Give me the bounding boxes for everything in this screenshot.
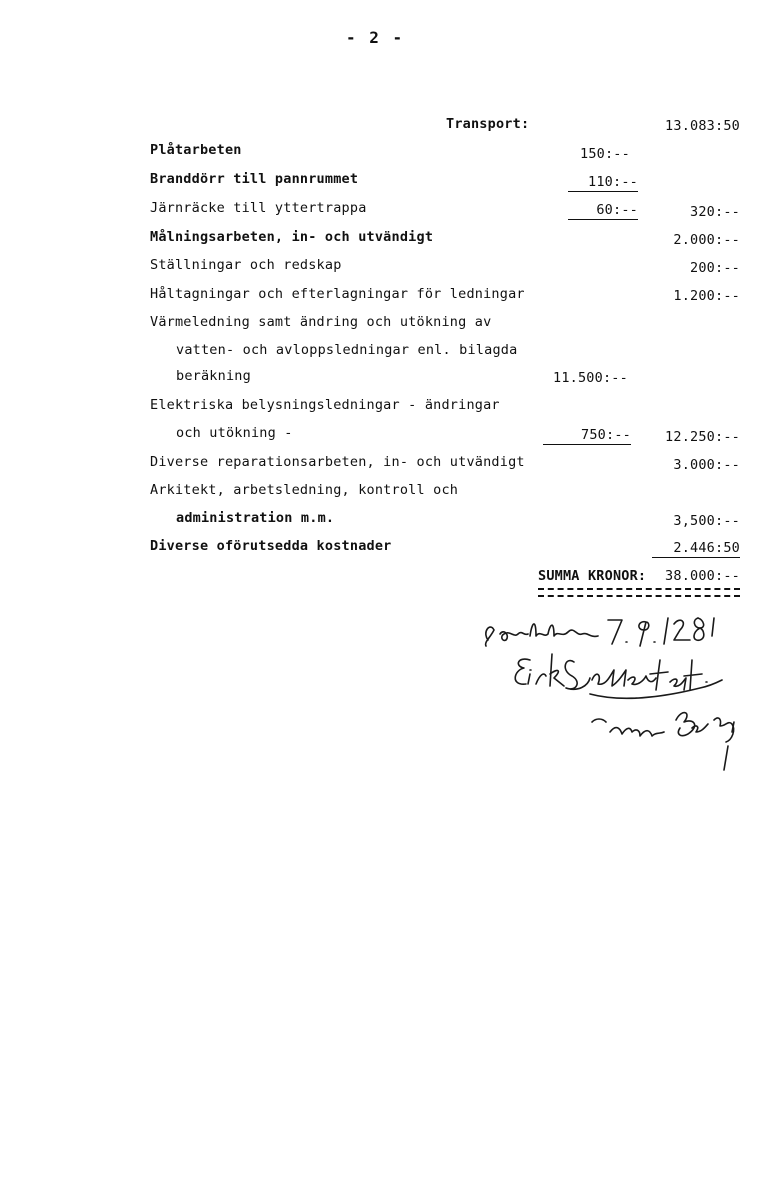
row-desc: Håltagningar och efterlagningar för ledningar	[150, 286, 525, 302]
row-desc: Elektriska belysningsledningar - ändringar	[150, 397, 500, 413]
row-sub: 110:--	[568, 174, 638, 192]
handwritten-signature	[470, 600, 759, 790]
row-desc: Målningsarbeten, in- och utvändigt	[150, 229, 434, 245]
row-sub: 150:--	[580, 146, 630, 162]
row-total: 320:--	[690, 204, 740, 220]
row-desc: Plåtarbeten	[150, 142, 242, 158]
double-underline	[538, 588, 740, 597]
row-total: 2.000:--	[673, 232, 740, 248]
row-desc: vatten- och avloppsledningar enl. bilagda	[176, 342, 518, 358]
page-number: - 2 -	[346, 28, 405, 47]
row-desc: och utökning -	[176, 425, 293, 441]
row-sub: 750:--	[543, 427, 631, 445]
row-total: 12.250:--	[665, 429, 740, 445]
row-total: 1.200:--	[673, 288, 740, 304]
row-desc: Branddörr till pannrummet	[150, 171, 359, 187]
summa-label: SUMMA KRONOR:	[538, 568, 647, 584]
transport-label: Transport:	[446, 116, 530, 132]
row-total: 3.000:--	[673, 457, 740, 473]
transport-amount: 13.083:50	[665, 118, 740, 134]
row-total: 2.446:50	[652, 540, 740, 558]
row-desc: beräkning	[176, 368, 251, 384]
row-desc: Diverse oförutsedda kostnader	[150, 538, 392, 554]
row-total: 3,500:--	[673, 513, 740, 529]
row-sub: 11.500:--	[553, 370, 628, 386]
summa-amount: 38.000:--	[665, 568, 740, 584]
row-desc: Värmeledning samt ändring och utökning av	[150, 314, 492, 330]
row-desc: Järnräcke till yttertrappa	[150, 200, 367, 216]
row-desc: Diverse reparationsarbeten, in- och utvändigt	[150, 454, 525, 470]
row-desc: Ställningar och redskap	[150, 257, 342, 273]
row-sub: 60:--	[568, 202, 638, 220]
row-desc: administration m.m.	[176, 510, 335, 526]
row-total: 200:--	[690, 260, 740, 276]
row-desc: Arkitekt, arbetsledning, kontroll och	[150, 482, 459, 498]
